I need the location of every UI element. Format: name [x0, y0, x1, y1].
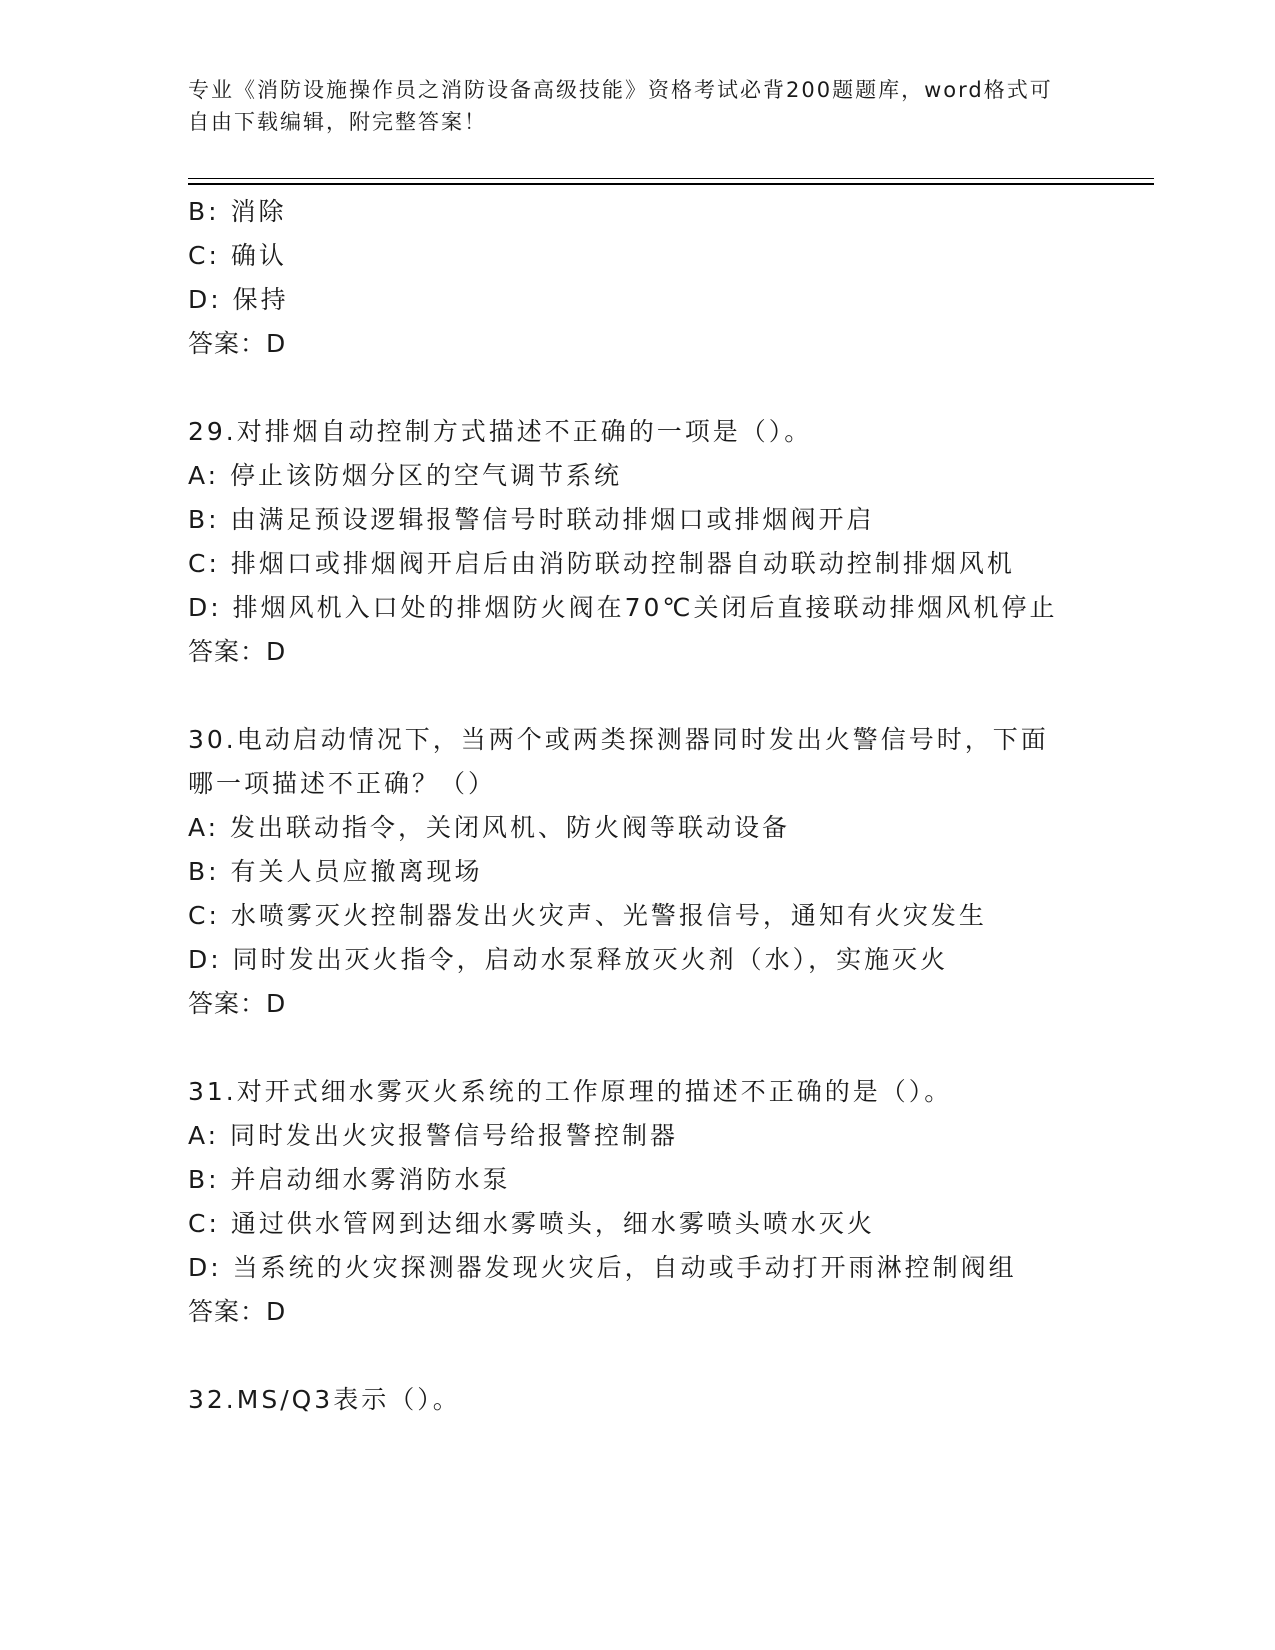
answer-line: 答案：D [188, 637, 287, 666]
option-line: D: 当系统的火灾探测器发现火灾后，自动或手动打开雨淋控制阀组 [188, 1253, 1017, 1282]
option-line: B: 由满足预设逻辑报警信号时联动排烟口或排烟阀开启 [188, 505, 875, 534]
option-line: C: 水喷雾灭火控制器发出火灾声、光警报信号，通知有火灾发生 [188, 901, 987, 930]
question-line: 30.电动启动情况下，当两个或两类探测器同时发出火警信号时，下面 [188, 725, 1049, 754]
option-line: A: 发出联动指令，关闭风机、防火阀等联动设备 [188, 813, 791, 842]
option-line: C: 排烟口或排烟阀开启后由消防联动控制器自动联动控制排烟风机 [188, 549, 1015, 578]
option-line: C: 确认 [188, 241, 287, 270]
option-line: D: 排烟风机入口处的排烟防火阀在70℃关闭后直接联动排烟风机停止 [188, 593, 1058, 622]
question-line: 31.对开式细水雾灭火系统的工作原理的描述不正确的是（）。 [188, 1077, 953, 1106]
question-line: 32.MS/Q3表示（）。 [188, 1385, 461, 1414]
option-line: D: 保持 [188, 285, 289, 314]
option-line: B: 并启动细水雾消防水泵 [188, 1165, 511, 1194]
header-rule-thick [188, 183, 1154, 185]
option-line: B: 有关人员应撤离现场 [188, 857, 483, 886]
option-line: A: 停止该防烟分区的空气调节系统 [188, 461, 623, 490]
option-line: B: 消除 [188, 197, 287, 226]
answer-line: 答案：D [188, 1297, 287, 1326]
answer-line: 答案：D [188, 329, 287, 358]
answer-line: 答案：D [188, 989, 287, 1018]
header-rule-thin [188, 178, 1154, 179]
option-line: D: 同时发出灭火指令，启动水泵释放灭火剂（水），实施灭火 [188, 945, 949, 974]
option-line: A: 同时发出火灾报警信号给报警控制器 [188, 1121, 679, 1150]
document-header: 专业《消防设施操作员之消防设备高级技能》资格考试必背200题题库，word格式可自由下载编辑，附完整答案！ [188, 78, 1053, 134]
question-line: 哪一项描述不正确？（） [188, 769, 497, 798]
question-line: 29.对排烟自动控制方式描述不正确的一项是（）。 [188, 417, 813, 446]
option-line: C: 通过供水管网到达细水雾喷头，细水雾喷头喷水灭火 [188, 1209, 875, 1238]
